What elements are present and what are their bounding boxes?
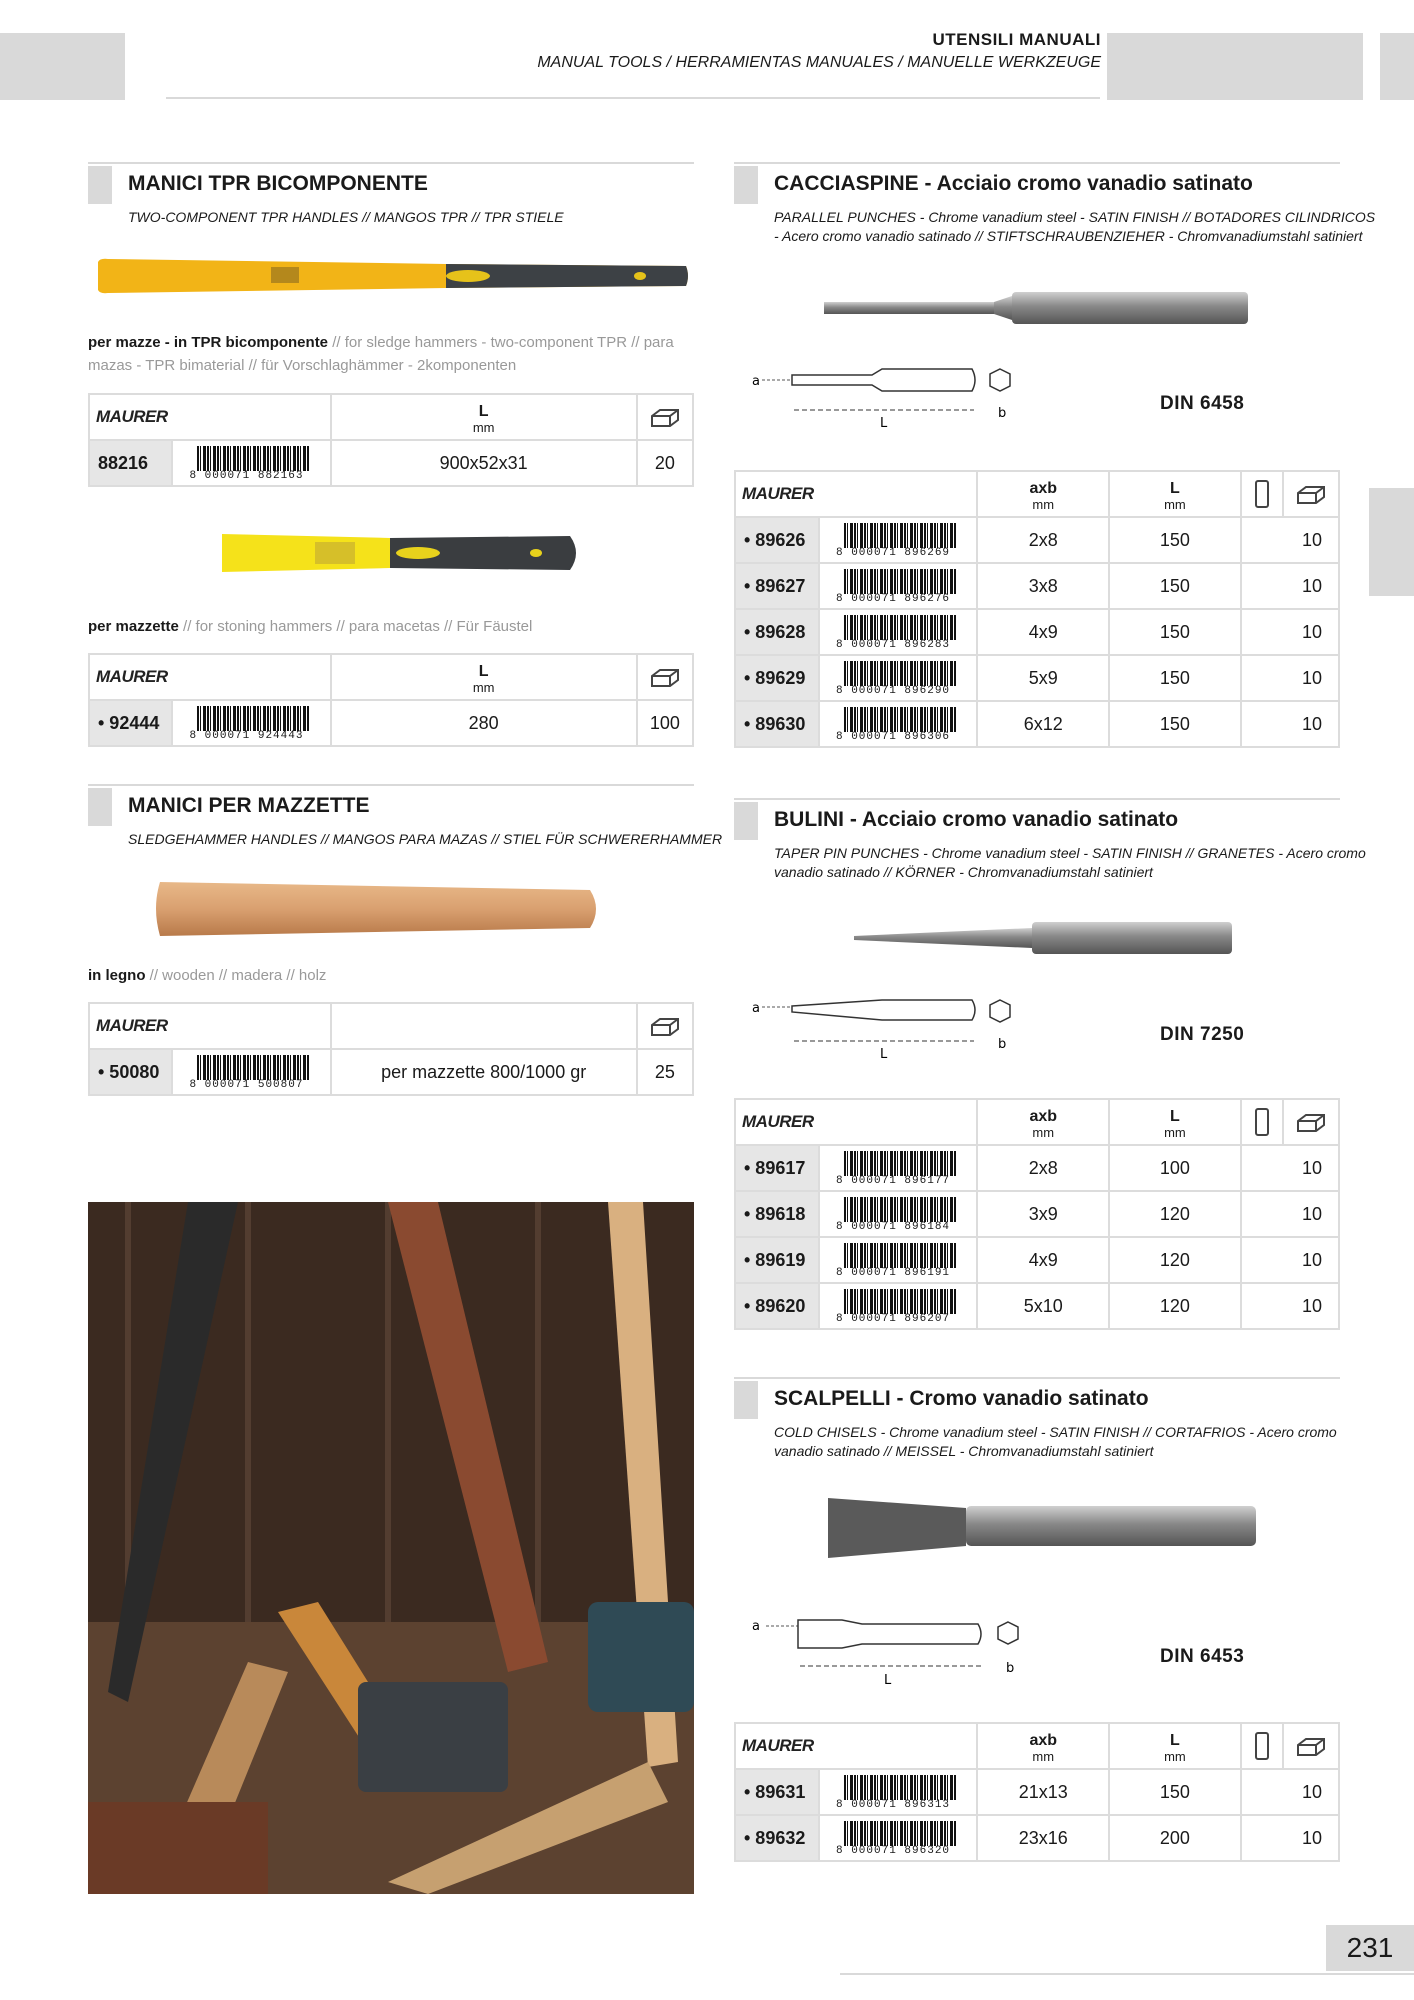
header-right-bar (1107, 33, 1363, 100)
section-marker (88, 788, 112, 826)
product-code: • 89631 (735, 1769, 819, 1815)
product-code: • 89630 (735, 701, 819, 747)
header-subtitle: MANUAL TOOLS / HERRAMIENTAS MANUALES / MANUELLE WERKZEUGE (537, 54, 1101, 71)
qty-cell: 10 (1241, 701, 1339, 747)
l-cell: 120 (1109, 1237, 1241, 1283)
col-head-unit: mm (1164, 1748, 1186, 1764)
box-icon (1296, 483, 1326, 505)
mazzette-table (88, 1002, 694, 1096)
qty-cell: 10 (1241, 1237, 1339, 1283)
subtitle-line-2: - Acero cromo vanadio satinado // STIFTSCHRAUBENZIEHER - Chromvanadiumstahl satiniert (774, 228, 1363, 244)
l-cell: 150 (1109, 517, 1241, 563)
dim-b-label: b (998, 406, 1007, 421)
col-head-l: L (478, 662, 489, 680)
cacciaspine-table (734, 470, 1340, 748)
col-head-ab: axb (1029, 1731, 1058, 1749)
ab-cell: 5x10 (977, 1283, 1109, 1329)
dim-a-label: a (752, 374, 760, 389)
subtitle-line-1: PARALLEL PUNCHES - Chrome vanadium steel - SATIN FINISH // BOTADORES CILINDRICOS (774, 209, 1376, 225)
tpr-handle-short-image (220, 528, 582, 578)
l-cell: 150 (1109, 655, 1241, 701)
section-title-bulini: BULINI - Acciaio cromo vanadio satinato (774, 808, 1179, 831)
dim-l-label: L (884, 1673, 892, 1688)
ab-cell: 4x9 (977, 609, 1109, 655)
ab-cell: 2x8 (977, 1145, 1109, 1191)
hammers-photo (88, 1202, 694, 1894)
mazzette-desc (88, 964, 688, 987)
barcode: 8 000071 896269 (836, 521, 960, 559)
header-rule (166, 97, 1100, 99)
section-rule (88, 162, 694, 164)
section-marker (734, 166, 758, 204)
brand-logo: MAURER (742, 484, 814, 503)
product-code: • 89632 (735, 1815, 819, 1861)
qty-cell: 20 (637, 440, 693, 486)
qty-cell: 10 (1241, 1769, 1339, 1815)
dim-b-label: b (1006, 1661, 1015, 1676)
tpr-desc-1-bold: per mazze - in TPR bicomponente (88, 334, 329, 351)
dim-a-label: a (752, 1619, 760, 1634)
header-far-right-bar (1380, 33, 1414, 100)
section-rule (734, 798, 1340, 800)
subtitle-line-2: vanadio satinado // MEISSEL - Chromvanadiumstahl satiniert (774, 1443, 1154, 1459)
qty-cell: 25 (637, 1049, 693, 1095)
ab-cell: 5x9 (977, 655, 1109, 701)
ab-cell: 3x8 (977, 563, 1109, 609)
section-rule (734, 1377, 1340, 1379)
col-head-unit: mm (472, 419, 495, 435)
product-code: • 89627 (735, 563, 819, 609)
section-subtitle-cacciaspine (774, 208, 1375, 246)
box-icon (650, 666, 680, 688)
product-code: • 50080 (89, 1049, 172, 1095)
l-cell: 120 (1109, 1191, 1241, 1237)
tpr-desc-2-bold: per mazzette (88, 618, 179, 635)
package-icon (1255, 480, 1269, 508)
product-code: • 92444 (89, 700, 172, 746)
l-cell: 150 (1109, 563, 1241, 609)
package-icon (1255, 1108, 1269, 1136)
section-title-scalpelli: SCALPELLI - Cromo vanadio satinato (774, 1387, 1149, 1410)
qty-cell: 100 (637, 700, 693, 746)
section-subtitle-mazzette: SLEDGEHAMMER HANDLES // MANGOS PARA MAZAS // STIEL FÜR SCHWERERHAMMER (128, 831, 723, 847)
scalpelli-table (734, 1722, 1340, 1862)
header-title-block (537, 30, 1101, 72)
footer-rule (840, 1973, 1414, 1975)
size-cell: per mazzette 800/1000 gr (331, 1049, 637, 1095)
l-cell: 200 (1109, 1815, 1241, 1861)
box-icon (650, 1015, 680, 1037)
subtitle-line-2: vanadio satinado // KÖRNER - Chromvanadiumstahl satiniert (774, 864, 1153, 880)
product-code: • 89620 (735, 1283, 819, 1329)
qty-cell: 10 (1241, 1145, 1339, 1191)
side-tab (1369, 488, 1414, 596)
qty-cell: 10 (1241, 563, 1339, 609)
brand-logo: MAURER (96, 667, 168, 686)
barcode: 8 000071 896306 (836, 705, 960, 743)
barcode: 8 000071 896177 (836, 1149, 960, 1187)
barcode: 8 000071 896313 (836, 1773, 960, 1811)
col-head-unit: mm (1164, 1124, 1186, 1140)
bulini-table (734, 1098, 1340, 1330)
din-label-7250: DIN 7250 (1160, 1024, 1245, 1045)
section-marker (734, 1381, 758, 1419)
barcode: 8 000071 896283 (836, 613, 960, 651)
section-marker (734, 802, 758, 840)
col-head-unit: mm (472, 679, 495, 695)
section-title-cacciaspine: CACCIASPINE - Acciaio cromo vanadio satinato (774, 172, 1253, 195)
package-icon (1255, 1732, 1269, 1760)
col-head-l: L (1170, 1731, 1180, 1749)
barcode: 8 000071 896207 (836, 1287, 960, 1325)
dim-l-label: L (880, 416, 888, 431)
qty-cell: 10 (1241, 655, 1339, 701)
brand-logo: MAURER (742, 1112, 814, 1131)
subtitle-line-1: COLD CHISELS - Chrome vanadium steel - SATIN FINISH // CORTAFRIOS - Acero cromo (774, 1424, 1337, 1440)
qty-cell: 10 (1241, 1191, 1339, 1237)
taper-punch-image (852, 918, 1238, 958)
col-head-l: L (1170, 479, 1180, 497)
tpr-desc-1 (88, 331, 688, 377)
chisel-drawing (752, 1616, 1032, 1692)
barcode: 8 000071 882163 (189, 444, 313, 482)
col-head-ab: axb (1029, 1107, 1058, 1125)
product-code: 88216 (89, 440, 172, 486)
page-number: 231 (1326, 1925, 1414, 1971)
tpr-desc-1-rest: // for sledge hammers - two-component TPR // para mazas - TPR bimaterial // für Vorschlaghämmer - 2komponenten (88, 334, 674, 374)
product-code: • 89628 (735, 609, 819, 655)
barcode: 8 000071 924443 (189, 704, 313, 742)
box-icon (1296, 1735, 1326, 1757)
l-cell: 150 (1109, 701, 1241, 747)
barcode: 8 000071 896191 (836, 1241, 960, 1279)
tpr-desc-2 (88, 615, 688, 638)
qty-cell: 10 (1241, 1283, 1339, 1329)
dim-l-label: L (880, 1047, 888, 1062)
brand-logo: MAURER (96, 407, 168, 426)
col-head-unit: mm (1032, 1748, 1055, 1764)
wooden-handle-image (150, 878, 604, 940)
punch-drawing (752, 365, 1022, 435)
mazzette-desc-rest: // wooden // madera // holz (145, 967, 327, 984)
header-left-bar (0, 33, 125, 100)
barcode: 8 000071 896290 (836, 659, 960, 697)
ab-cell: 21x13 (977, 1769, 1109, 1815)
tpr-handle-long-image (96, 254, 690, 298)
size-cell: 900x52x31 (331, 440, 637, 486)
ab-cell: 2x8 (977, 517, 1109, 563)
barcode: 8 000071 896184 (836, 1195, 960, 1233)
cold-chisel-image (826, 1492, 1260, 1562)
taper-punch-drawing (752, 996, 1022, 1066)
l-cell: 100 (1109, 1145, 1241, 1191)
l-cell: 150 (1109, 609, 1241, 655)
section-subtitle-bulini (774, 844, 1366, 882)
dim-a-label: a (752, 1001, 760, 1016)
ab-cell: 23x16 (977, 1815, 1109, 1861)
brand-logo: MAURER (742, 1736, 814, 1755)
section-subtitle-tpr: TWO-COMPONENT TPR HANDLES // MANGOS TPR // TPR STIELE (128, 209, 564, 225)
section-subtitle-scalpelli (774, 1423, 1337, 1461)
barcode: 8 000071 896276 (836, 567, 960, 605)
col-head-unit: mm (1032, 496, 1055, 512)
barcode: 8 000071 500807 (189, 1053, 313, 1091)
product-code: • 89618 (735, 1191, 819, 1237)
ab-cell: 6x12 (977, 701, 1109, 747)
din-label-6458: DIN 6458 (1160, 393, 1245, 414)
col-head-ab: axb (1029, 479, 1058, 497)
section-rule (734, 162, 1340, 164)
section-title-tpr: MANICI TPR BICOMPONENTE (128, 172, 428, 195)
col-head-l: L (478, 402, 489, 420)
qty-cell: 10 (1241, 517, 1339, 563)
section-marker (88, 166, 112, 204)
l-cell: 120 (1109, 1283, 1241, 1329)
din-label-6453: DIN 6453 (1160, 1646, 1245, 1667)
subtitle-line-1: TAPER PIN PUNCHES - Chrome vanadium steel - SATIN FINISH // GRANETES - Acero cromo (774, 845, 1366, 861)
col-head-l: L (1170, 1107, 1180, 1125)
box-icon (1296, 1111, 1326, 1133)
parallel-punch-image (822, 286, 1254, 330)
col-head-unit: mm (1032, 1124, 1055, 1140)
size-cell: 280 (331, 700, 637, 746)
l-cell: 150 (1109, 1769, 1241, 1815)
product-code: • 89617 (735, 1145, 819, 1191)
qty-cell: 10 (1241, 609, 1339, 655)
product-code: • 89626 (735, 517, 819, 563)
barcode: 8 000071 896320 (836, 1819, 960, 1857)
mazzette-desc-bold: in legno (88, 967, 146, 984)
dim-b-label: b (998, 1037, 1007, 1052)
ab-cell: 4x9 (977, 1237, 1109, 1283)
tpr-desc-2-rest: // for stoning hammers // para macetas // Für Fäustel (178, 618, 533, 635)
brand-logo: MAURER (96, 1016, 168, 1035)
section-title-mazzette: MANICI PER MAZZETTE (128, 794, 370, 817)
col-head-unit: mm (1164, 496, 1186, 512)
tpr-table-1 (88, 393, 694, 487)
header-title: UTENSILI MANUALI (932, 30, 1101, 49)
qty-cell: 10 (1241, 1815, 1339, 1861)
box-icon (650, 406, 680, 428)
product-code: • 89629 (735, 655, 819, 701)
section-rule (88, 784, 694, 786)
product-code: • 89619 (735, 1237, 819, 1283)
tpr-table-2 (88, 653, 694, 747)
ab-cell: 3x9 (977, 1191, 1109, 1237)
